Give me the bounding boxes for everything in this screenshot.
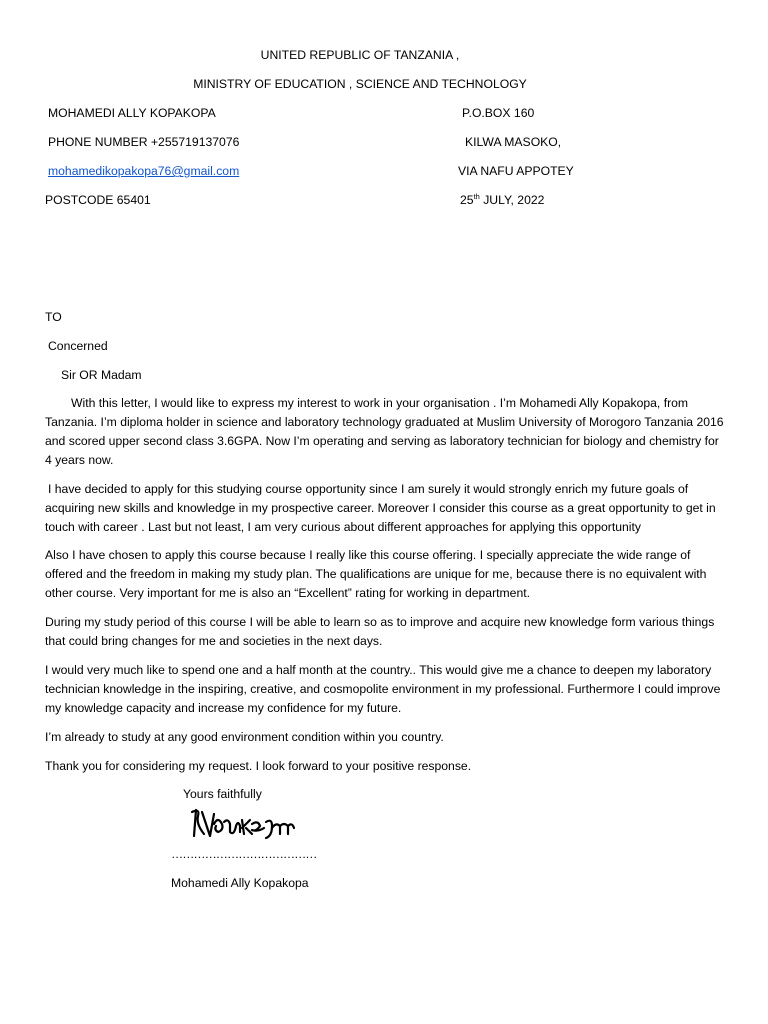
body-paragraph-1: With this letter, I would like to express my interest to work in your organisation . I’m Mohamedi Ally Kopakopa, from Tanzania. I’m diploma holder in science and laboratory technology graduated at Muslim University of Morogoro Tanzania 2016 and scored upper second class 3.6GPA. Now I’m operating and serving as laboratory technician for biology and chemistry for 4 years now. <box>45 396 724 467</box>
salutation: Sir OR Madam <box>61 368 142 382</box>
body-paragraph-2: I have decided to apply for this studying course opportunity since I am surely it would strongly enrich my future goals of acquiring new skills and knowledge in my prospective career. Moreover I consider this course as a great opportunity to get in touch with career . Last but not least, I am very curious about different approaches for applying this opportunity <box>45 482 716 534</box>
body-paragraph-7: Thank you for considering my request. I look forward to your positive response. <box>45 759 472 773</box>
sender-postcode: POSTCODE 65401 <box>45 193 151 207</box>
header-ministry: MINISTRY OF EDUCATION , SCIENCE AND TECHNOLOGY <box>193 77 527 91</box>
recipient-concerned: Concerned <box>48 339 108 353</box>
address-pobox: P.O.BOX 160 <box>462 106 535 120</box>
date-month-year: JULY, 2022 <box>479 193 545 207</box>
closing-name: Mohamedi Ally Kopakopa <box>171 876 309 890</box>
header-country: UNITED REPUBLIC OF TANZANIA , <box>260 48 460 62</box>
letter-date <box>460 193 544 208</box>
recipient-to: TO <box>45 310 62 324</box>
address-via: VIA NAFU APPOTEY <box>458 164 574 178</box>
body-paragraph-3: Also I have chosen to apply this course because I really like this course offering. I specially appreciate the wide range of offered and the freedom in making my study plan. The qualifications are unique for me, because there is no equivalent with other course. Very important for me is also an “Excellent” rating for working in department. <box>45 548 707 600</box>
closing-phrase: Yours faithfully <box>183 787 262 801</box>
sender-email-link[interactable]: mohamedikopakopa76@gmail.com <box>48 164 240 178</box>
signature-line: ………………………………… <box>171 847 317 861</box>
body-paragraph-6: I’m already to study at any good environment condition within you country. <box>45 730 444 744</box>
sender-phone: PHONE NUMBER +255719137076 <box>48 135 240 149</box>
handwritten-signature <box>188 802 298 844</box>
date-day: 25 <box>460 193 474 207</box>
sender-name: MOHAMEDI ALLY KOPAKOPA <box>48 106 216 120</box>
date-suffix: th <box>473 192 480 201</box>
address-town: KILWA MASOKO, <box>465 135 562 149</box>
body-paragraph-5: I would very much like to spend one and a half month at the country.. This would give me a chance to deepen my laboratory technician knowledge in the inspiring, creative, and cosmopolite environment in my professional. Furthermore I could improve my knowledge capacity and increase my confidence for my future. <box>45 663 721 715</box>
body-paragraph-4: During my study period of this course I will be able to learn so as to improve and acquire new knowledge form various things that could bring changes for me and societies in the next days. <box>45 615 715 648</box>
